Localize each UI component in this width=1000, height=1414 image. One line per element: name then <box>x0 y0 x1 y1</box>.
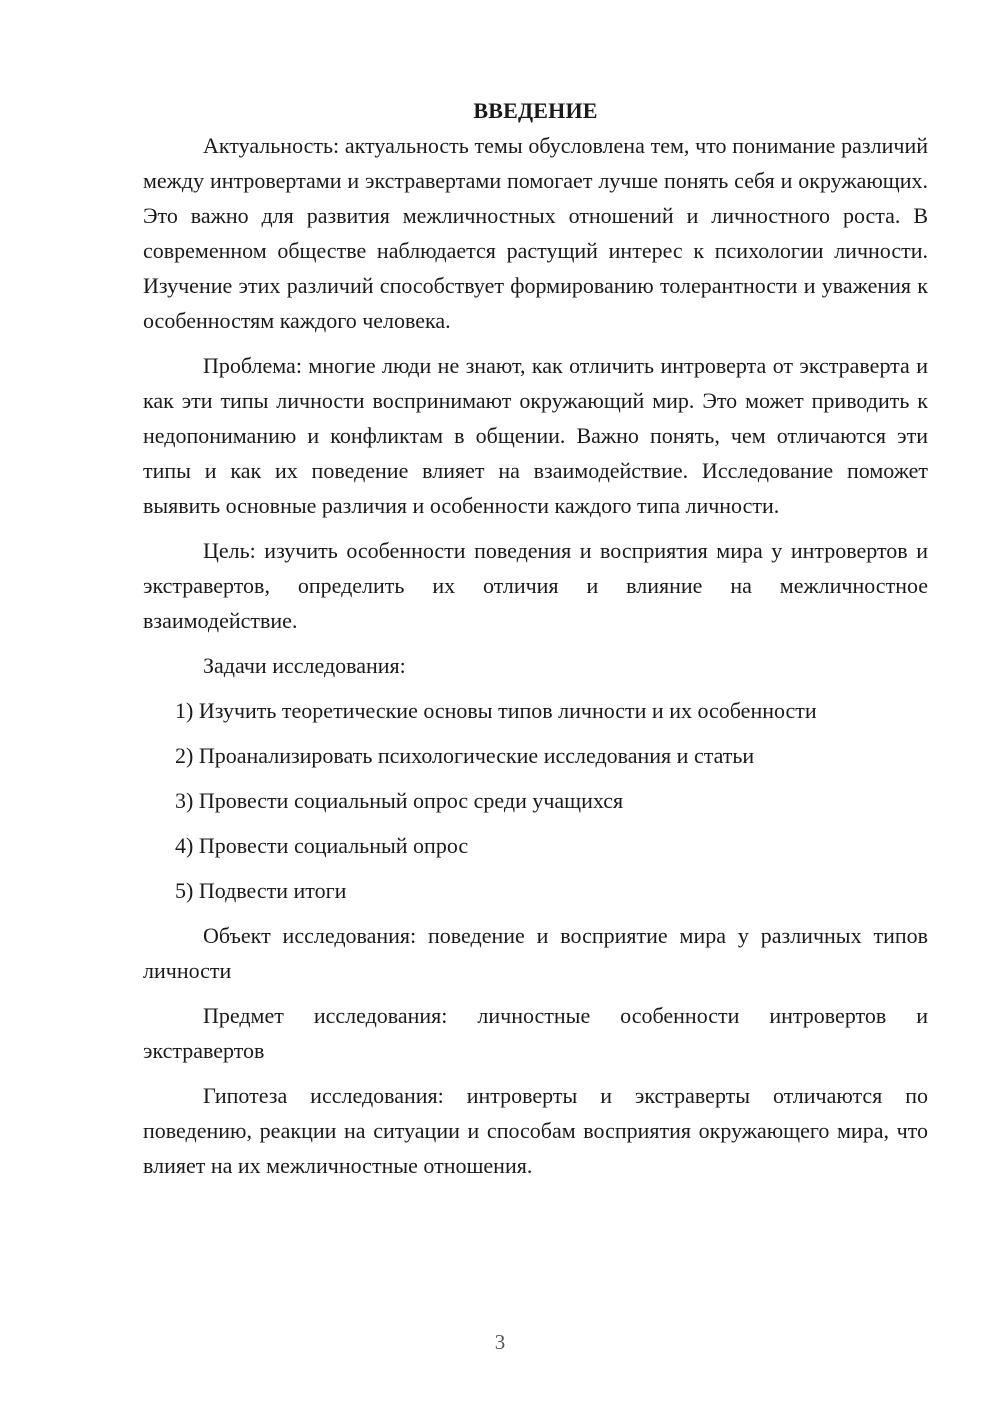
hypothesis-paragraph: Гипотеза исследования: интроверты и экстраверты отличаются по поведению, реакции на ситуации и способам восприятия окружающего мира, что влияет на их межличностные отношения. <box>143 1083 928 1178</box>
list-item: 5) Подвести итоги <box>175 878 347 903</box>
list-item: 4) Провести социальный опрос <box>175 833 469 858</box>
list-item: 1) Изучить теоретические основы типов личности и их особенности <box>175 698 817 723</box>
tasks-list <box>143 693 928 908</box>
goal-paragraph: Цель: изучить особенности поведения и восприятия мира у интровертов и экстравертов, определить их отличия и влияние на межличностное взаимодействие. <box>143 538 928 633</box>
relevance-paragraph: Актуальность: актуальность темы обусловлена тем, что понимание различий между интровертами и экстравертами помогает лучше понять себя и окружающих. Это важно для развития межличностных отношений и личностного роста. В современном обществе наблюдается растущий интерес к психологии личности. Изучение этих различий способствует формированию толерантности и уважения к особенностям каждого человека. <box>143 133 928 333</box>
page-content <box>143 93 928 1193</box>
list-item: 3) Провести социальный опрос среди учащихся <box>175 788 624 813</box>
problem-paragraph: Проблема: многие люди не знают, как отличить интроверта от экстраверта и как эти типы личности воспринимают окружающий мир. Это может приводить к недопониманию и конфликтам в общении. Важно понять, чем отличаются эти типы и как их поведение влияет на взаимодействие. Исследование поможет выявить основные различия и особенности каждого типа личности. <box>143 353 928 518</box>
tasks-title: Задачи исследования: <box>203 653 406 678</box>
object-paragraph: Объект исследования: поведение и восприятие мира у различных типов личности <box>143 923 928 983</box>
page-number: 3 <box>494 1330 506 1354</box>
list-item: 2) Проанализировать психологические исследования и статьи <box>175 743 755 768</box>
subject-paragraph: Предмет исследования: личностные особенности интровертов и экстравертов <box>143 1003 928 1063</box>
page-title: ВВЕДЕНИЕ <box>473 98 598 123</box>
